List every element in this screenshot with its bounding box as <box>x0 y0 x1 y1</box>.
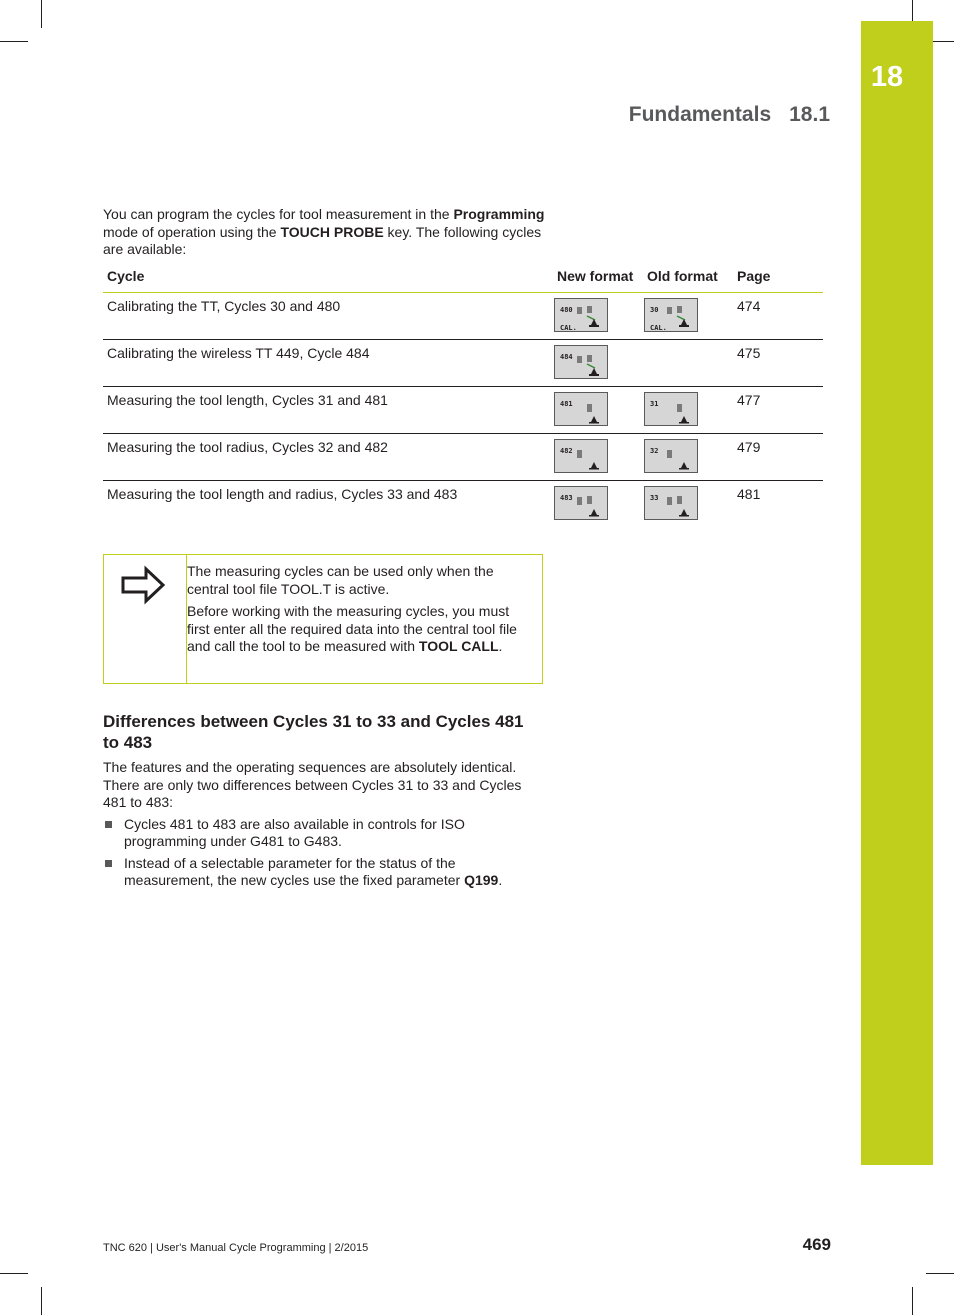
list-item-bold-q199: Q199 <box>464 872 499 888</box>
new-format-cell <box>553 387 643 434</box>
intro-paragraph <box>103 206 548 259</box>
bullet-square-icon <box>105 821 112 828</box>
table-row <box>103 293 823 340</box>
old-format-cell <box>643 340 733 387</box>
tool-probe-icon <box>665 304 695 330</box>
page-ref: 481 <box>737 486 761 502</box>
softkey-32[interactable] <box>644 439 698 473</box>
crop-mark <box>926 1273 954 1274</box>
softkey-481[interactable] <box>554 392 608 426</box>
header-title: Fundamentals <box>628 103 772 126</box>
page-ref: 474 <box>733 293 823 340</box>
list-item <box>103 816 548 851</box>
new-format-cell <box>553 293 643 340</box>
softkey-label: 33 <box>650 494 659 502</box>
softkey-label: 30 <box>650 306 659 314</box>
cycle-name: Measuring the tool length and radius, Cycles 33 and 483 <box>107 486 458 502</box>
softkey-label: 484 <box>560 353 573 361</box>
list-item-text: Instead of a selectable parameter for the status of the measurement, the new cycles use the fixed parameter <box>124 854 465 888</box>
table-row <box>103 434 823 481</box>
softkey-label: 31 <box>650 400 659 408</box>
old-format-cell <box>643 387 733 434</box>
list-item <box>103 855 548 890</box>
tool-radius-icon <box>575 445 605 471</box>
softkey-label: 32 <box>650 447 659 455</box>
footer-text: TNC 620 | User's Manual Cycle Programming | 2/2015 <box>103 1242 369 1254</box>
note-text <box>187 563 535 656</box>
tool-probe-icon <box>575 304 605 330</box>
page-number: 469 <box>802 1235 831 1254</box>
column-header-old-format: Old format <box>643 266 733 293</box>
softkey-cal-label: CAL. <box>560 324 577 332</box>
section-body <box>103 759 548 890</box>
crop-mark <box>41 1287 42 1315</box>
chapter-number: 18 <box>870 61 904 93</box>
softkey-484[interactable] <box>554 345 608 379</box>
intro-text: key. The following cycles are available: <box>103 223 542 257</box>
bullet-list <box>103 816 548 890</box>
crop-mark <box>41 0 42 28</box>
list-item-text: . <box>498 872 503 888</box>
header-section-number: 18.1 <box>789 103 830 126</box>
tool-probe-icon <box>575 351 605 377</box>
tool-length-icon <box>575 398 605 424</box>
note-paragraph: The measuring cycles can be used only when the central tool file TOOL.T is active. <box>187 563 494 597</box>
softkey-label: 481 <box>560 400 573 408</box>
page-ref: 477 <box>733 387 823 434</box>
old-format-cell <box>643 481 733 528</box>
cycle-name: Calibrating the wireless TT 449, Cycle 484 <box>103 340 553 387</box>
note-box <box>103 554 543 684</box>
column-header-new-format: New format <box>553 266 643 293</box>
new-format-cell <box>553 340 643 387</box>
old-format-cell <box>643 434 733 481</box>
softkey-480[interactable] <box>554 298 608 332</box>
softkey-cal-label: CAL. <box>650 324 667 332</box>
tool-length-radius-icon <box>665 492 695 518</box>
bullet-square-icon <box>105 860 112 867</box>
softkey-label: 480 <box>560 306 573 314</box>
tool-length-radius-icon <box>575 492 605 518</box>
note-paragraph <box>187 603 535 656</box>
page-header <box>629 103 830 127</box>
tool-radius-icon <box>665 445 695 471</box>
column-header-cycle: Cycle <box>103 266 553 293</box>
softkey-33[interactable] <box>644 486 698 520</box>
arrow-right-icon <box>120 565 168 605</box>
new-format-cell <box>553 481 643 528</box>
section-heading: Differences between Cycles 31 to 33 and Cycles 481 to 483 <box>103 712 524 752</box>
table-header-row <box>103 266 823 293</box>
old-format-cell <box>643 293 733 340</box>
intro-bold-touch-probe: TOUCH PROBE <box>280 223 384 240</box>
intro-bold-programming: Programming <box>453 206 545 222</box>
softkey-31[interactable] <box>644 392 698 426</box>
softkey-30[interactable] <box>644 298 698 332</box>
cycle-table <box>103 266 823 528</box>
intro-text: You can program the cycles for tool measurement in the <box>103 206 454 222</box>
note-bold-tool-call: TOOL CALL <box>418 638 499 654</box>
softkey-483[interactable] <box>554 486 608 520</box>
intro-text: mode of operation using the <box>103 223 281 240</box>
page-ref: 475 <box>733 340 823 387</box>
table-row <box>103 340 823 387</box>
note-text-run: . <box>498 638 503 654</box>
new-format-cell <box>553 434 643 481</box>
crop-mark <box>0 1273 28 1274</box>
page-ref: 479 <box>733 434 823 481</box>
crop-mark <box>912 1287 913 1315</box>
cycle-name: Measuring the tool length, Cycles 31 and 481 <box>103 387 553 434</box>
column-header-page: Page <box>733 266 823 293</box>
table-row <box>103 387 823 434</box>
chapter-tab <box>861 21 933 1165</box>
cycle-name: Calibrating the TT, Cycles 30 and 480 <box>103 293 553 340</box>
section-intro: The features and the operating sequences are absolutely identical. There are only two differences between Cycles 31 to 33 and Cycles 481 to 483: <box>103 759 522 810</box>
note-text-run: Before working with the measuring cycles, you must first enter all the required data into the central tool file and call the tool to be measured with <box>187 603 517 654</box>
softkey-label: 482 <box>560 447 573 455</box>
cycle-name: Measuring the tool radius, Cycles 32 and 482 <box>103 434 553 481</box>
table-row <box>103 481 823 528</box>
tool-length-icon <box>665 398 695 424</box>
crop-mark <box>0 41 28 42</box>
softkey-label: 483 <box>560 494 573 502</box>
list-item-text: Cycles 481 to 483 are also available in controls for ISO programming under G481 to G483. <box>124 815 465 849</box>
softkey-482[interactable] <box>554 439 608 473</box>
